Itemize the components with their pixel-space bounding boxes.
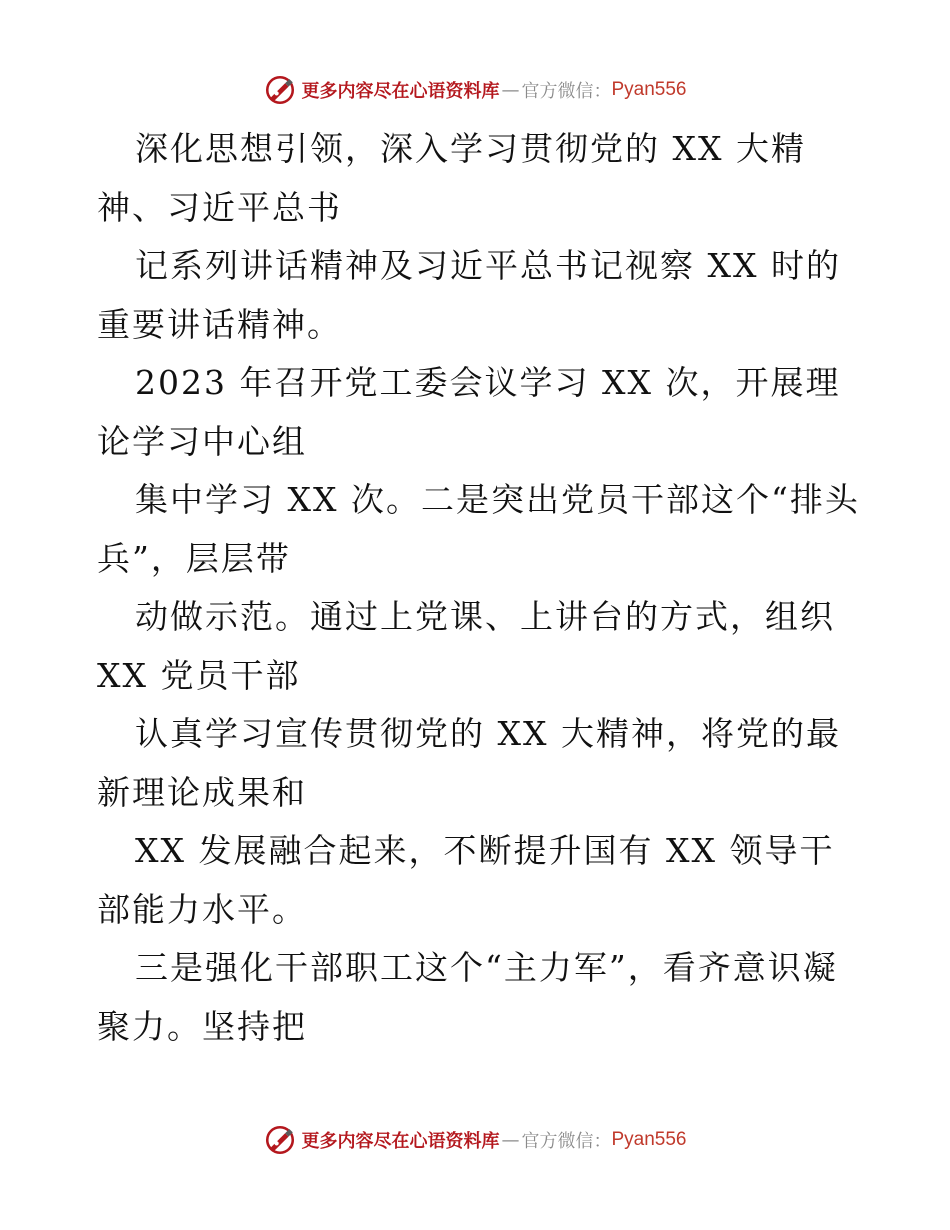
footer-watermark <box>0 1120 950 1160</box>
watermark-main-text: 更多内容尽在心语资料库 <box>301 81 500 102</box>
pen-logo-icon <box>263 73 297 107</box>
paragraph: 集中学习 XX 次。二是突出党员干部这个“排头兵”，层层带 <box>97 480 860 578</box>
paragraph: 记系列讲话精神及习近平总书记视察 XX 时的重要讲话精神。 <box>97 246 841 344</box>
paragraph: 2023 年召开党工委会议学习 XX 次，开展理论学习中心组 <box>97 363 841 461</box>
watermark-wechat-label: 官方微信： <box>521 81 612 102</box>
paragraph: XX 发展融合起来，不断提升国有 XX 领导干部能力水平。 <box>97 831 835 929</box>
paragraph: 三是强化干部职工这个“主力军”，看齐意识凝聚力。坚持把 <box>97 948 838 1046</box>
watermark-wechat-label: 官方微信： <box>521 1131 612 1152</box>
watermark-wechat-id: Pyan556 <box>611 79 687 100</box>
paragraph: 深化思想引领，深入学习贯彻党的 XX 大精神、习近平总书 <box>97 129 806 227</box>
paragraph: 动做示范。通过上党课、上讲台的方式，组织 XX 党员干部 <box>97 597 835 695</box>
header-watermark <box>0 70 950 110</box>
watermark-separator: — <box>501 79 520 101</box>
document-body <box>97 120 867 1056</box>
pen-logo-icon <box>263 1123 297 1157</box>
watermark-main-text: 更多内容尽在心语资料库 <box>301 1131 500 1152</box>
watermark-separator: — <box>501 1129 520 1151</box>
paragraph: 认真学习宣传贯彻党的 XX 大精神，将党的最新理论成果和 <box>97 714 841 812</box>
watermark-wechat-id: Pyan556 <box>611 1129 687 1150</box>
